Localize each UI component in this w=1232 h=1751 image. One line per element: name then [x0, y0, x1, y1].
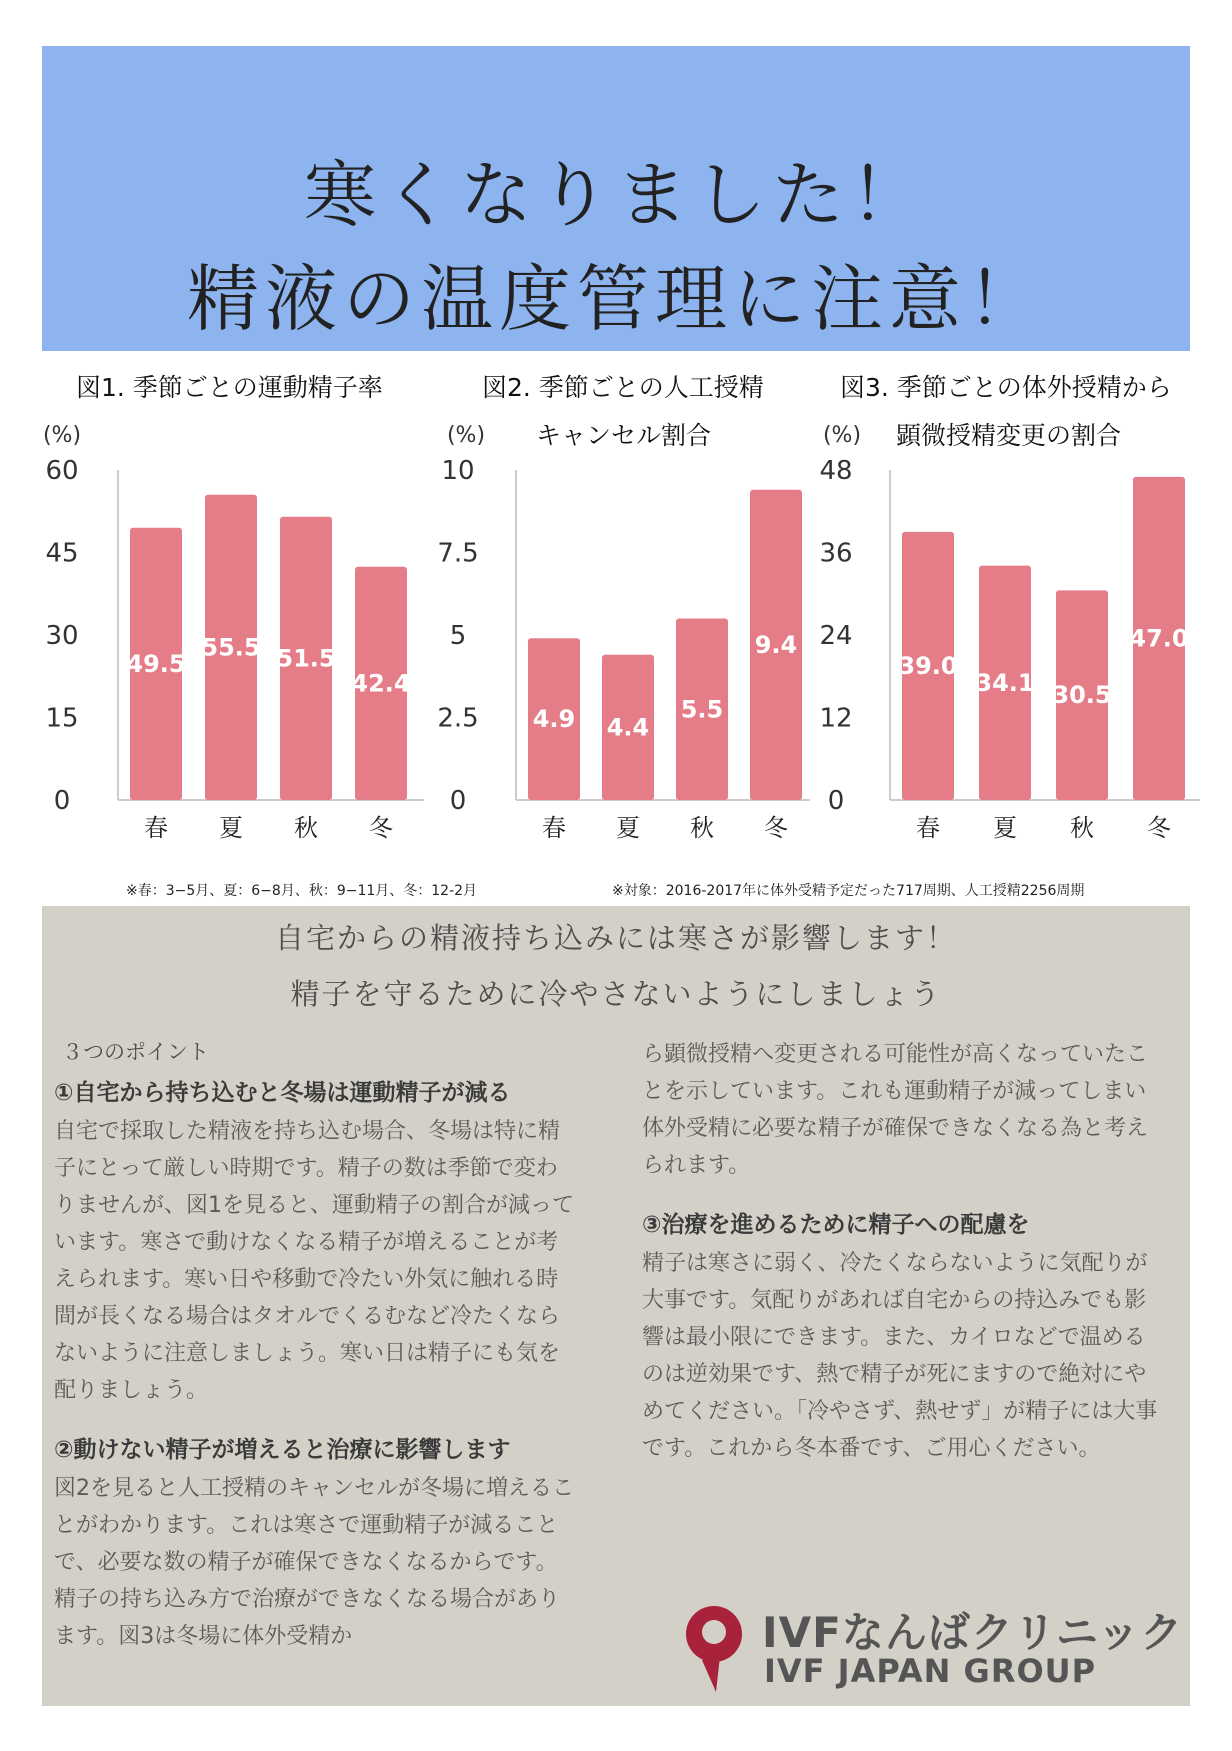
subject-note: ※対象：2016-2017年に体外受精予定だった717周期、人工授精2256周期: [612, 883, 1085, 899]
right-column: [642, 1036, 1162, 1489]
headline-line-1: 寒くなりました！: [303, 153, 928, 237]
point2-title: ②動けない精子が増えると治療に影響します: [54, 1437, 511, 1463]
chart2-y-tick: 7.5: [437, 538, 479, 569]
chart1-data-label: 49.5: [126, 649, 186, 678]
chart1-data-label: 42.4: [351, 669, 411, 698]
chart1-y-tick: 60: [45, 456, 79, 486]
points-intro: ３つのポイント: [62, 1040, 209, 1064]
chart3-category-label: 秋: [1070, 814, 1094, 842]
headline-line-2: 精液の温度管理に注意！: [186, 257, 1045, 341]
chart2-data-label: 5.5: [680, 695, 724, 724]
info-panel: [42, 906, 1190, 1706]
chart3-title-line2: 顕微授精変更の割合: [896, 421, 1122, 450]
chart2-category-label: 春: [542, 814, 566, 842]
chart3-data-label: 47.0: [1129, 624, 1189, 653]
chart2-data-label: 4.4: [606, 713, 650, 742]
chart2-y-tick: 10: [441, 456, 475, 486]
left-column: [54, 1036, 574, 1677]
chart3-data-label: 30.5: [1052, 681, 1112, 710]
chart3-category-label: 春: [916, 814, 940, 842]
chart2-y-tick: 5: [449, 621, 467, 651]
chart2-data-label: 9.4: [754, 630, 798, 659]
chart1-y-tick: 15: [45, 703, 79, 734]
point2-continued: ら顕微授精へ変更される可能性が高くなっていたことを示しています。これも運動精子が減ってしまい体外受精に必要な精子が確保できなくなる為と考えられます。: [642, 1042, 1149, 1178]
panel-headline-1: 自宅からの精液持ち込みには寒さが影響します！: [274, 921, 957, 955]
chart1-category-label: 冬: [369, 814, 393, 842]
chart2-data-label: 4.9: [532, 705, 576, 734]
point1-body: 自宅で採取した精液を持ち込む場合、冬場は特に精子にとって厳しい時期です。精子の数は季節で変わりませんが、図1を見ると、運動精子の割合が減っています。寒さで動けなくなる精子が増えることが考えられます。寒い日や移動で冷たい外気に触れる時間が長くなる場合はタオルでくるむなど冷たくならないように注意しましょう。寒い日は精子にも気を配りましょう。: [54, 1119, 574, 1403]
chart3-y-tick: 0: [827, 786, 845, 816]
chart1-y-tick: 45: [45, 538, 79, 569]
chart3-category-label: 夏: [993, 814, 1017, 842]
chart1-title: 図1. 季節ごとの運動精子率: [76, 373, 383, 402]
chart2-unit-label: (%): [446, 423, 486, 448]
chart1-unit-label: (%): [42, 423, 82, 448]
chart1-category-label: 夏: [219, 814, 243, 842]
chart3-unit-label: (%): [822, 423, 862, 448]
chart1-data-label: 51.5: [276, 644, 336, 673]
chart2-y-tick: 0: [449, 786, 467, 816]
chart3-data-label: 34.1: [975, 668, 1035, 697]
logo-brand-text: IVFなんばクリニック: [762, 1608, 1184, 1657]
chart3-data-label: 39.0: [898, 651, 958, 680]
panel-headline-2: 精子を守るために冷やさないようにしましょう: [290, 977, 942, 1011]
chart2-y-tick: 2.5: [437, 703, 479, 734]
chart2-category-label: 秋: [690, 814, 714, 842]
chart3-y-tick: 24: [819, 621, 853, 651]
chart2-category-label: 冬: [764, 814, 788, 842]
logo-group-text: IVF JAPAN GROUP: [764, 1652, 1097, 1690]
chart2-category-label: 夏: [616, 814, 640, 842]
season-note: ※春：3−5月、夏：6−8月、秋：9−11月、冬：12-2月: [126, 883, 478, 899]
chart3-y-tick: 48: [819, 456, 853, 486]
chart1-category-label: 春: [144, 814, 168, 842]
chart3-y-tick: 36: [819, 538, 853, 569]
chart1-y-tick: 0: [53, 786, 71, 816]
chart1-data-label: 55.5: [201, 633, 261, 662]
chart1-category-label: 秋: [294, 814, 318, 842]
logo-mark-icon: [680, 1596, 750, 1696]
point2-body: 図2を見ると人工授精のキャンセルが冬場に増えることがわかります。これは寒さで運動精子が減ることで、必要な数の精子が確保できなくなるからです。精子の持ち込み方で治療ができなくなる場合があります。図3は冬場に体外受精か: [54, 1476, 574, 1649]
clinic-logo: [680, 1596, 1184, 1696]
chart2-title-line2: キャンセル割合: [536, 421, 712, 450]
point3-title: ③治療を進めるために精子への配慮を: [642, 1212, 1030, 1238]
chart3-category-label: 冬: [1147, 814, 1171, 842]
point3-body: 精子は寒さに弱く、冷たくならないように気配りが大事です。気配りがあれば自宅からの持込みでも影響は最小限にできます。また、カイロなどで温めるのは逆効果です、熱で精子が死にますので絶対にやめてください。「冷やさず、熱せず」が精子には大事です。これから冬本番です、ご用心ください。: [642, 1251, 1158, 1461]
chart2-title-line1: 図2. 季節ごとの人工授精: [482, 373, 764, 402]
chart3-y-tick: 12: [819, 703, 853, 734]
point1-title: ①自宅から持ち込むと冬場は運動精子が減る: [54, 1080, 511, 1106]
chart3-title-line1: 図3. 季節ごとの体外授精から: [840, 373, 1172, 402]
chart1-y-tick: 30: [45, 621, 79, 651]
